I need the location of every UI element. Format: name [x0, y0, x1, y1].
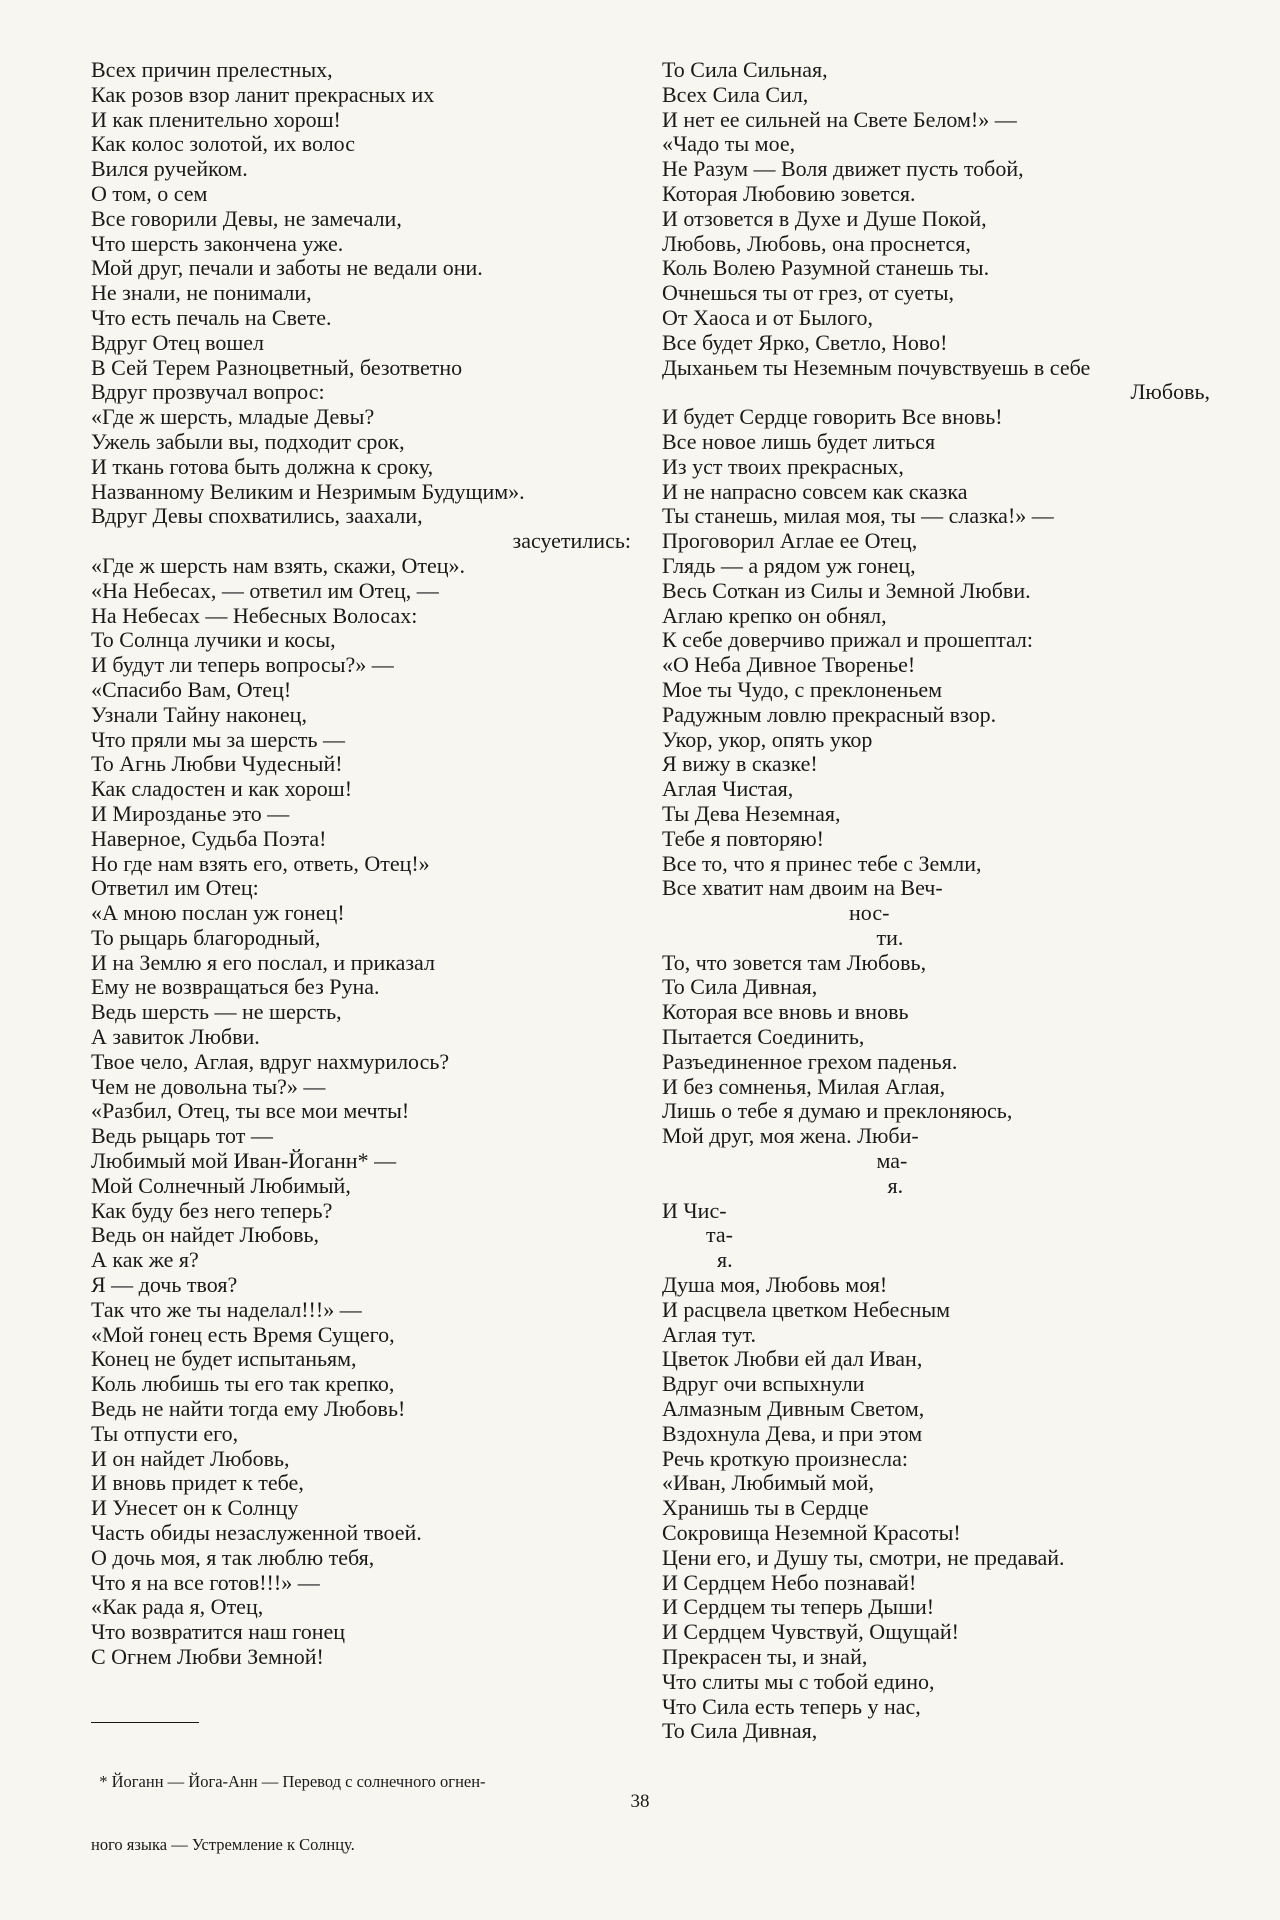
footnote-line: ного языка — Устремление к Солнцу. [91, 1835, 355, 1854]
poem-line: Мой Солнечный Любимый, [91, 1172, 351, 1198]
poem-column-right [662, 58, 1210, 1744]
poem-line: То Сила Сильная, [662, 57, 828, 82]
poem-line: «О Неба Дивное Творенье! [662, 652, 916, 678]
poem-line: От Хаоса и от Былого, [662, 304, 873, 330]
poem-line: Ужель забыли вы, подходит срок, [91, 428, 405, 454]
poem-line: Вдруг прозвучал вопрос: [91, 379, 325, 405]
poem-line: Прекрасен ты, и знай, [662, 1644, 868, 1669]
poem-line: То Сила Дивная, [662, 1718, 818, 1744]
poem-line: я. [662, 1247, 733, 1273]
poem-line: Все новое лишь будет литься [662, 428, 936, 454]
poem-line: Любимый мой Иван-Йоганн* — [91, 1148, 397, 1174]
poem-line: Ведь не найти тогда ему Любовь! [91, 1396, 406, 1422]
poem-line: Часть обиды незаслуженной твоей. [91, 1520, 422, 1546]
poem-line: Я вижу в сказке! [662, 751, 818, 777]
poem-line: С Огнем Любви Земной! [91, 1644, 324, 1669]
poem-line: И будут ли теперь вопросы?» — [91, 652, 394, 678]
poem-line: Аглая тут. [662, 1321, 756, 1347]
poem-line: И Унесет он к Солнцу [91, 1495, 299, 1521]
poem-line: Ты отпусти его, [91, 1420, 239, 1446]
poem-line: Любовь, [1130, 379, 1210, 405]
poem-line: И как пленительно хорош! [91, 106, 341, 132]
poem-line: засуетились: [512, 528, 631, 554]
poem-line: Цени его, и Душу ты, смотри, не предавай. [662, 1544, 1065, 1570]
poem-line: Твое чело, Аглая, вдруг нахмурилось? [91, 1048, 450, 1074]
poem-line: «Где ж шерсть, младые Девы? [91, 404, 375, 430]
poem-line: Речь кроткую произнесла: [662, 1445, 909, 1471]
poem-line: Ответил им Отец: [91, 875, 259, 901]
poem-line: То рыцарь благородный, [91, 924, 321, 950]
poem-line: И расцвела цветком Небесным [662, 1296, 951, 1322]
poem-line: «Чадо ты мое, [662, 131, 796, 157]
poem-line: Узнали Тайну наконец, [91, 701, 307, 727]
poem-line: И ткань готова быть должна к сроку, [91, 453, 434, 479]
poem-line: И Сердцем Чувствуй, Ощущай! [662, 1619, 959, 1645]
poem-line: «А мною послан уж гонец! [91, 900, 345, 926]
poem-line: «Где ж шерсть нам взять, скажи, Отец». [91, 552, 466, 578]
poem-line: Глядь — а рядом уж гонец, [662, 552, 916, 578]
poem-line: Весь Соткан из Силы и Земной Любви. [662, 577, 1031, 603]
poem-line: Мое ты Чудо, с преклоненьем [662, 676, 943, 702]
poem-line: То Солнца лучики и косы, [91, 627, 336, 653]
poem-line: Душа моя, Любовь моя! [662, 1272, 888, 1298]
poem-line: «Разбил, Отец, ты все мои мечты! [91, 1098, 410, 1124]
poem-line: Все говорили Девы, не замечали, [91, 205, 402, 231]
poem-line: И на Землю я его послал, и приказал [91, 949, 435, 975]
poem-line: ти. [662, 924, 904, 950]
poem-line: А завиток Любви. [91, 1024, 260, 1050]
poem-line: Как колос золотой, их волос [91, 131, 355, 157]
poem-line: И Сердцем Небо познавай! [662, 1569, 917, 1595]
poem-line: Все хватит нам двоим на Веч- [662, 875, 943, 901]
poem-line: Аглая Чистая, [662, 776, 794, 802]
poem-line: И нет ее сильней на Свете Белом!» — [662, 106, 1017, 132]
poem-line: Что есть печаль на Свете. [91, 304, 332, 330]
poem-line: та- [662, 1222, 733, 1248]
poem-line: Мой друг, моя жена. Люби- [662, 1123, 919, 1149]
poem-line: Вдруг Девы спохватились, заахали, [91, 503, 423, 529]
poem-line: Но где нам взять его, ответь, Отец!» [91, 850, 430, 876]
poem-line: я. [662, 1172, 904, 1198]
poem-line: Дыханьем ты Неземным почувствуешь в себе [662, 354, 1091, 380]
poem-line: То Агнь Любви Чудесный! [91, 751, 343, 777]
poem-line: На Небесах — Небесных Волосах: [91, 602, 418, 628]
poem-line: Названному Великим и Незримым Будущим». [91, 478, 525, 504]
poem-line: Ты станешь, милая моя, ты — слазка!» — [662, 503, 1054, 529]
poem-line: Ему не возвращаться без Руна. [91, 974, 380, 1000]
poem-line: Проговорил Аглае ее Отец, [662, 528, 918, 554]
poem-line: Не Разум — Воля движет пусть тобой, [662, 156, 1024, 182]
poem-line: Вздохнула Дева, и при этом [662, 1420, 923, 1446]
poem-line: Вдруг Отец вошел [91, 329, 265, 355]
poem-line: Вдруг очи вспыхнули [662, 1371, 865, 1397]
poem-line: Радужным ловлю прекрасный взор. [662, 701, 997, 727]
poem-line: «Как рада я, Отец, [91, 1594, 264, 1620]
poem-line: И Сердцем ты теперь Дыши! [662, 1594, 935, 1620]
poem-line: Которая все вновь и вновь [662, 999, 909, 1025]
poem-line: Так что же ты наделал!!!» — [91, 1296, 362, 1322]
page-number: 38 [630, 1791, 650, 1812]
poem-line: ма- [662, 1148, 908, 1174]
poem-line: Как сладостен и как хорош! [91, 776, 353, 802]
poem-line: И отзовется в Духе и Душе Покой, [662, 205, 987, 231]
poem-line: «Иван, Любимый мой, [662, 1470, 875, 1496]
poem-line: Которая Любовию зовется. [662, 180, 916, 206]
poem-line: «Спасибо Вам, Отец! [91, 676, 292, 702]
poem-line: То, что зовется там Любовь, [662, 949, 927, 975]
poem-line: Что Сила есть теперь у нас, [662, 1693, 921, 1719]
poem-line: Что пряли мы за шерсть — [91, 726, 346, 752]
poem-line: Я — дочь твоя? [91, 1272, 238, 1298]
poem-line: Сокровища Неземной Красоты! [662, 1520, 961, 1546]
poem-line: И вновь придет к тебе, [91, 1470, 304, 1496]
poem-line: Ведь он найдет Любовь, [91, 1222, 320, 1248]
poem-line: Хранишь ты в Сердце [662, 1495, 869, 1521]
poem-line: Ведь шерсть — не шерсть, [91, 999, 342, 1025]
poem-line: Конец не будет испытаньям, [91, 1346, 357, 1372]
poem-line: Как розов взор ланит прекрасных их [91, 81, 435, 107]
footnote-line: * Йоганн — Йога-Анн — Перевод с солнечного огнен- [91, 1772, 486, 1791]
poem-line: Цветок Любви ей дал Иван, [662, 1346, 923, 1372]
poem-line: Вился ручейком. [91, 156, 248, 182]
poem-line: В Сей Терем Разноцветный, безответно [91, 354, 463, 380]
poem-line: Что слиты мы с тобой едино, [662, 1668, 935, 1694]
footnote-divider [91, 1722, 199, 1723]
poem-line: Укор, укор, опять укор [662, 726, 873, 752]
poem-line: Коль любишь ты его так крепко, [91, 1371, 395, 1397]
poem-line: И не напрасно совсем как сказка [662, 478, 968, 504]
poem-line: И Чис- [662, 1197, 727, 1223]
poem-line: Пытается Соединить, [662, 1024, 865, 1050]
poem-line: Наверное, Судьба Поэта! [91, 825, 327, 851]
poem-line: Мой друг, печали и заботы не ведали они. [91, 255, 483, 281]
poem-line: Тебе я повторяю! [662, 825, 824, 851]
poem-line: Не знали, не понимали, [91, 280, 312, 306]
poem-line: И он найдет Любовь, [91, 1445, 290, 1471]
poem-line: Все то, что я принес тебе с Земли, [662, 850, 982, 876]
poem-line: Аглаю крепко он обнял, [662, 602, 887, 628]
poem-line: К себе доверчиво прижал и прошептал: [662, 627, 1034, 653]
poem-line: И Мирозданье это — [91, 800, 290, 826]
poem-line: Очнешься ты от грез, от суеты, [662, 280, 954, 306]
poem-line: Что я на все готов!!!» — [91, 1569, 320, 1595]
poem-line: Разъединенное грехом паденья. [662, 1048, 958, 1074]
poem-line: «Мой гонец есть Время Сущего, [91, 1321, 395, 1347]
poem-line: Всех причин прелестных, [91, 57, 333, 82]
poem-line: «На Небесах, — ответил им Отец, — [91, 577, 439, 603]
poem-column-left [91, 58, 631, 1670]
poem-line: Лишь о тебе я думаю и преклоняюсь, [662, 1098, 1013, 1124]
poem-line: О дочь моя, я так люблю тебя, [91, 1544, 375, 1570]
poem-line: Что шерсть закончена уже. [91, 230, 344, 256]
poem-line: И без сомненья, Милая Аглая, [662, 1073, 946, 1099]
poem-line: Из уст твоих прекрасных, [662, 453, 904, 479]
poem-line: И будет Сердце говорить Все вновь! [662, 404, 1003, 430]
poem-line: Все будет Ярко, Светло, Ново! [662, 329, 948, 355]
poem-line: Как буду без него теперь? [91, 1197, 333, 1223]
poem-line: Коль Волею Разумной станешь ты. [662, 255, 990, 281]
poem-line: Ведь рыцарь тот — [91, 1123, 273, 1149]
poem-line: Алмазным Дивным Светом, [662, 1396, 925, 1422]
poem-line: Любовь, Любовь, она проснется, [662, 230, 971, 256]
poem-line: нос- [662, 900, 890, 926]
poem-line: О том, о сем [91, 180, 208, 206]
poem-line: То Сила Дивная, [662, 974, 818, 1000]
poem-line: А как же я? [91, 1247, 199, 1273]
poem-line: Что возвратится наш гонец [91, 1619, 346, 1645]
poem-line: Ты Дева Неземная, [662, 800, 841, 826]
poem-line: Чем не довольна ты?» — [91, 1073, 326, 1099]
poem-line: Всех Сила Сил, [662, 81, 809, 107]
